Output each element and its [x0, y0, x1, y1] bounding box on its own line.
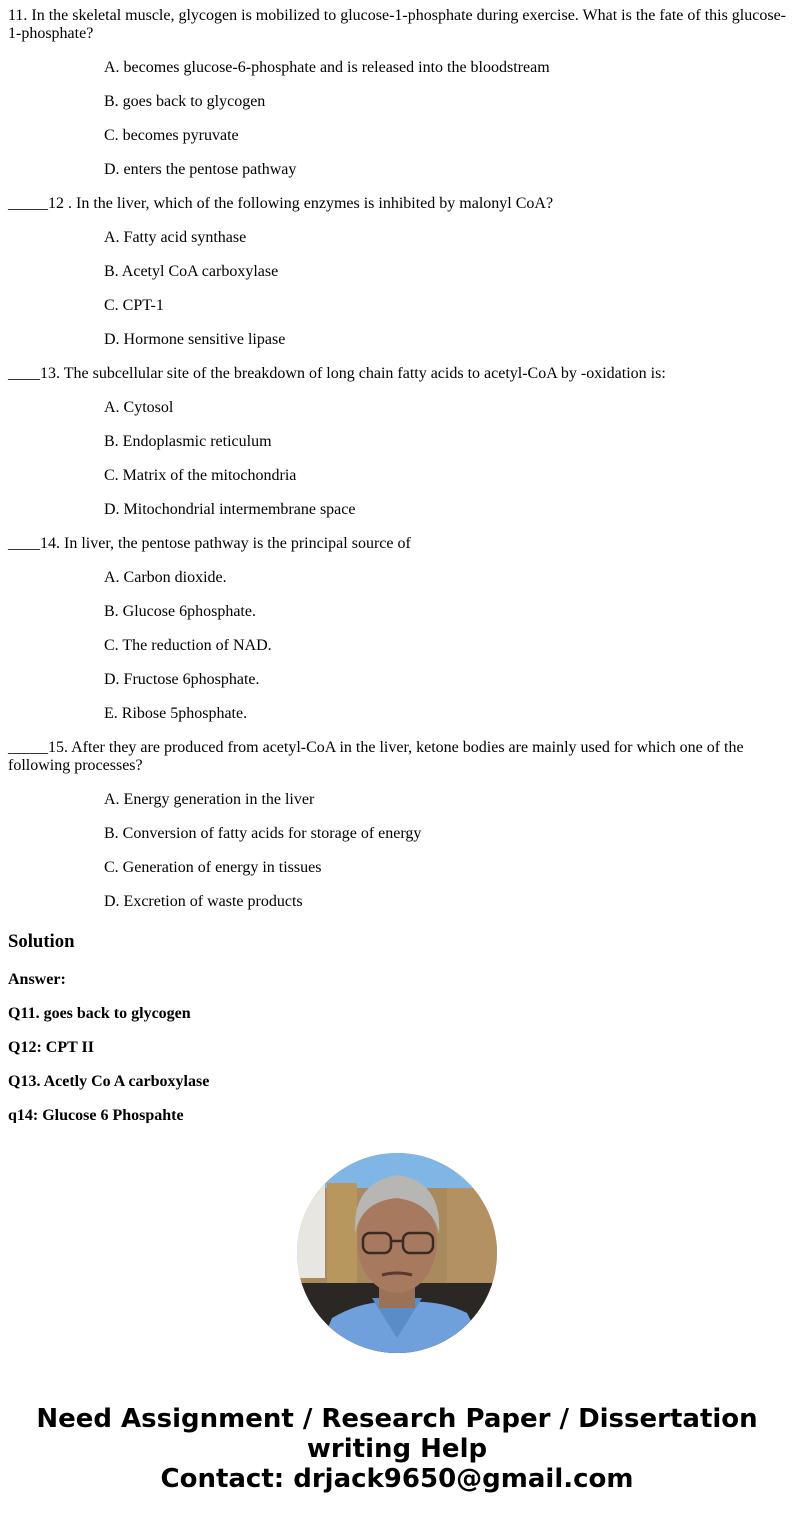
answer-option: C. Matrix of the mitochondria — [104, 467, 297, 484]
answer-option: B. Glucose 6phosphate. — [104, 603, 256, 620]
answer-option: A. Cytosol — [104, 399, 174, 416]
answer-option: C. Generation of energy in tissues — [104, 859, 322, 876]
answer-q12: Q12: CPT II — [8, 1039, 94, 1056]
answers-section — [8, 971, 786, 1123]
answer-option: C. becomes pyruvate — [104, 127, 239, 144]
answer-label: Answer: — [8, 971, 66, 988]
questions-section — [8, 7, 786, 927]
banner-contact-email: Contact: drjack9650@gmail.com — [160, 1464, 634, 1494]
question-text: _____15. After they are produced from acetyl-CoA in the liver, ketone bodies are mainly used for which one of the following processes? — [8, 739, 744, 774]
question-text: 11. In the skeletal muscle, glycogen is mobilized to glucose-1-phosphate during exercise. What is the fate of this glucose-1-phosphate? — [8, 7, 787, 42]
solution-heading: Solution — [8, 931, 75, 952]
answer-option: C. The reduction of NAD. — [104, 637, 272, 654]
answer-option: B. goes back to glycogen — [104, 93, 266, 110]
answer-option: D. Excretion of waste products — [104, 893, 303, 910]
answer-q13: Q13. Acetly Co A carboxylase — [8, 1073, 210, 1090]
answer-option: A. Fatty acid synthase — [104, 229, 247, 246]
answer-option: A. Carbon dioxide. — [104, 569, 227, 586]
answer-option: A. becomes glucose-6-phosphate and is released into the bloodstream — [104, 59, 550, 76]
answer-option: D. enters the pentose pathway — [104, 161, 297, 178]
answer-option: A. Energy generation in the liver — [104, 791, 315, 808]
question-text: _____12 . In the liver, which of the following enzymes is inhibited by malonyl CoA? — [8, 195, 554, 212]
answer-q11: Q11. goes back to glycogen — [8, 1005, 191, 1022]
answer-option: B. Endoplasmic reticulum — [104, 433, 272, 450]
answer-option: E. Ribose 5phosphate. — [104, 705, 248, 722]
answer-option: D. Fructose 6phosphate. — [104, 671, 260, 688]
answer-option: D. Hormone sensitive lipase — [104, 331, 286, 348]
answer-option: B. Conversion of fatty acids for storage of energy — [104, 825, 422, 842]
question-text: ____14. In liver, the pentose pathway is the principal source of — [8, 535, 411, 552]
banner-line-2: writing Help — [306, 1434, 488, 1464]
answer-option: C. CPT-1 — [104, 297, 164, 314]
answer-option: B. Acetyl CoA carboxylase — [104, 263, 279, 280]
answer-q14: q14: Glucose 6 Phospahte — [8, 1107, 184, 1123]
banner-line-1: Need Assignment / Research Paper / Dissertation — [36, 1404, 758, 1434]
expert-avatar — [297, 1153, 497, 1353]
question-text: ____13. The subcellular site of the breakdown of long chain fatty acids to acetyl-CoA by -oxidation is: — [8, 365, 666, 382]
answer-option: D. Mitochondrial intermembrane space — [104, 501, 356, 518]
contact-banner — [0, 1404, 794, 1494]
